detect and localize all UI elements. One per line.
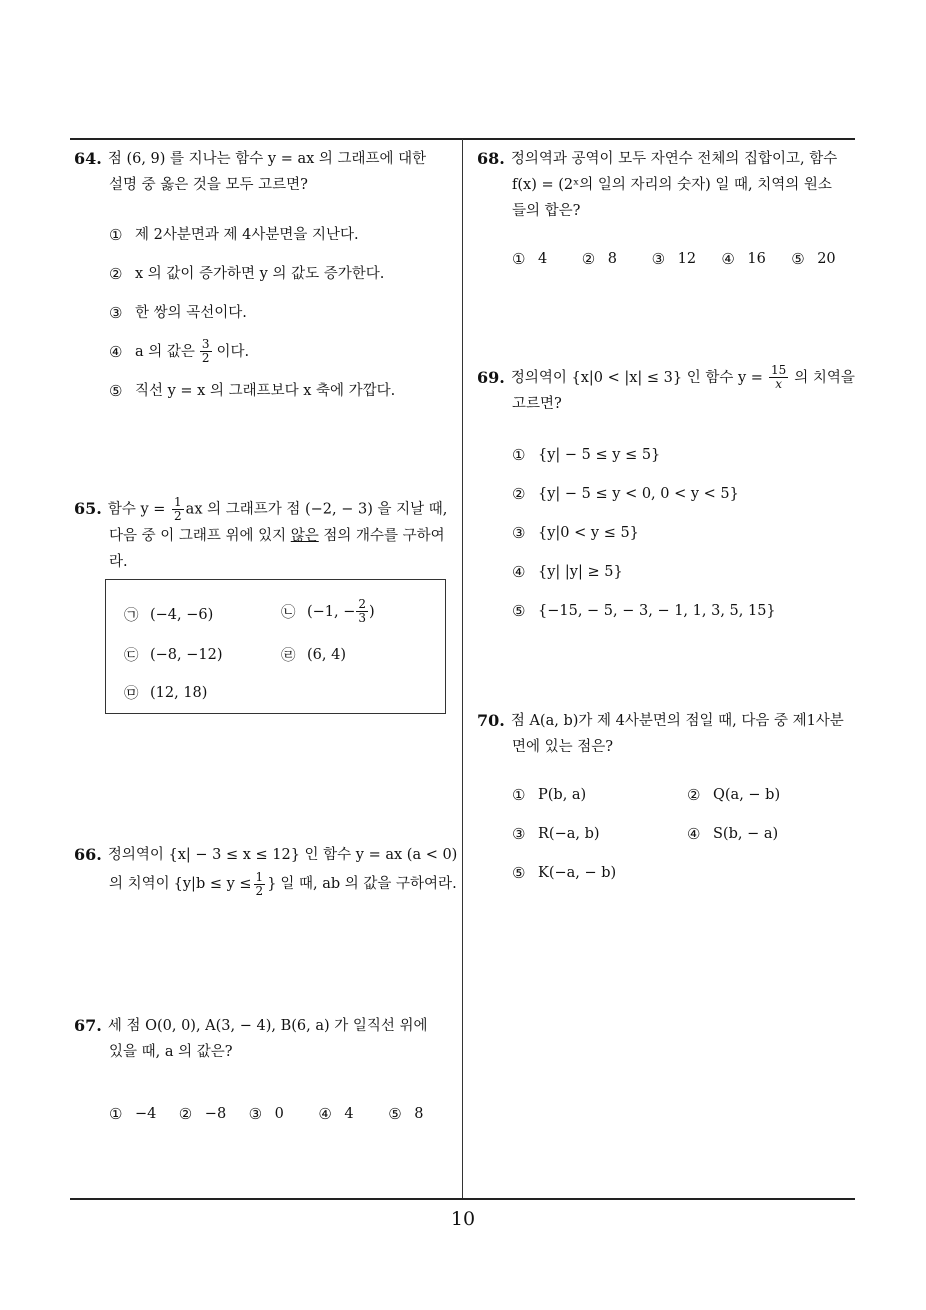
- fraction: [200, 338, 212, 365]
- choice-marker: ⑤: [512, 601, 526, 620]
- question-text-line: [74, 868, 458, 900]
- choice-text: 제 2사분면과 제 4사분면을 지난다.: [135, 226, 359, 243]
- choice-1[interactable]: [512, 435, 861, 474]
- choice-1[interactable]: [512, 782, 687, 808]
- choice-text: x 의 값이 증가하면 y 의 값도 증가한다.: [135, 265, 385, 282]
- item-marker: ㉠: [124, 608, 139, 624]
- point-item-4: [281, 644, 346, 665]
- question-text-line: 정의역과 공역이 모두 자연수 전체의 집합이고, 함수: [510, 151, 838, 167]
- question-66: [74, 842, 458, 900]
- bottom-rule: [70, 1198, 855, 1200]
- choice-text: 16: [747, 251, 766, 267]
- fraction: [172, 496, 184, 523]
- choice-1[interactable]: [109, 1101, 179, 1127]
- range-set: [174, 871, 277, 898]
- choice-2[interactable]: [109, 254, 458, 293]
- question-69: [477, 364, 861, 630]
- choice-marker: ②: [512, 484, 526, 503]
- question-text: 의 치역이: [109, 876, 170, 892]
- fraction-denominator: 2: [255, 883, 264, 898]
- question-65: [74, 496, 458, 575]
- question-text-line: [74, 523, 458, 549]
- item-marker: ㉢: [124, 648, 139, 664]
- choice-2[interactable]: [687, 782, 862, 808]
- point-text: (−1, −: [307, 603, 356, 620]
- choice-text: −4: [135, 1106, 157, 1122]
- item-marker: ㉤: [124, 686, 139, 702]
- choice-text: 20: [817, 251, 836, 267]
- choice-text: 8: [414, 1106, 424, 1122]
- item-marker: ㉡: [281, 605, 296, 621]
- fraction-numerator: 15: [770, 363, 787, 377]
- choice-marker: ④: [109, 342, 123, 361]
- choice-text: 4: [344, 1106, 354, 1122]
- question-number: 64.: [74, 149, 102, 168]
- choice-4[interactable]: [318, 1101, 388, 1127]
- question-text-line: 들의 합은?: [512, 203, 581, 219]
- question-number: 68.: [477, 149, 505, 168]
- question-text-line: 설명 중 옳은 것을 모두 고르면?: [109, 177, 308, 193]
- fraction-numerator: 1: [255, 869, 264, 884]
- point-list-box: [105, 579, 446, 714]
- choice-marker: ④: [512, 562, 526, 581]
- question-number: 70.: [477, 711, 505, 730]
- fraction-denominator: 2: [174, 509, 182, 523]
- choice-marker: ③: [512, 523, 526, 542]
- page-number: 10: [450, 1208, 476, 1230]
- choice-marker: ⑤: [388, 1105, 402, 1123]
- choice-text: 4: [538, 251, 548, 267]
- choice-3[interactable]: [512, 513, 861, 552]
- question-70: [477, 708, 861, 886]
- choice-marker: ②: [178, 1105, 193, 1123]
- choice-text: 직선 y = x 의 그래프보다 x 축에 가깝다.: [135, 382, 396, 399]
- question-text-line: 점 (6, 9) 를 지나는 함수 y = ax 의 그래프에 대한: [107, 151, 427, 167]
- choice-text: {−15, − 5, − 3, − 1, 1, 3, 5, 15}: [538, 602, 776, 619]
- choice-3[interactable]: [249, 1101, 319, 1127]
- choice-marker: ①: [512, 786, 526, 804]
- point-text: (−4, −6): [150, 606, 214, 623]
- question-text-line: 고르면?: [512, 396, 562, 412]
- point-item-3: [124, 644, 223, 665]
- question-number: 65.: [74, 499, 102, 518]
- choice-text: 12: [677, 251, 697, 267]
- question-number: 67.: [74, 1016, 102, 1035]
- question-text-line: 있을 때, a 의 값은?: [109, 1044, 233, 1060]
- choice-4[interactable]: [109, 332, 458, 371]
- choice-marker: ③: [651, 250, 666, 268]
- choice-text: R(−a, b): [538, 826, 600, 842]
- choice-2[interactable]: [179, 1101, 249, 1127]
- choice-5[interactable]: [388, 1101, 458, 1127]
- point-text: (−8, −12): [150, 646, 223, 663]
- question-text-line: 점 A(a, b)가 제 4사분면의 점일 때, 다음 중 제1사분: [510, 713, 844, 729]
- choice-3[interactable]: [512, 821, 687, 847]
- point-item-1: [124, 604, 213, 625]
- question-67: [74, 1013, 458, 1127]
- set-text: {y|b ≤ y ≤: [173, 876, 252, 892]
- choice-text: {y| |y| ≥ 5}: [538, 563, 623, 580]
- question-text-line: [511, 364, 861, 391]
- question-text-line: 세 점 O(0, 0), A(3, − 4), B(6, a) 가 일직선 위에: [107, 1018, 428, 1034]
- choice-2[interactable]: [512, 474, 861, 513]
- choice-text: {y| − 5 ≤ y < 0, 0 < y < 5}: [538, 485, 739, 502]
- choice-marker: ①: [109, 1105, 123, 1123]
- choice-text: 한 쌍의 곡선이다.: [135, 304, 247, 321]
- column-divider: [462, 139, 463, 1199]
- choice-marker: ③: [512, 825, 526, 843]
- question-text: 정의역이 {x|0 < |x| ≤ 3} 인 함수 y =: [510, 369, 763, 386]
- choice-marker: ⑤: [109, 381, 123, 400]
- choice-marker: ④: [318, 1105, 332, 1123]
- choice-1[interactable]: [109, 215, 458, 254]
- choice-text: −8: [204, 1106, 227, 1122]
- question-text: 점의 개수를 구하여: [323, 528, 445, 544]
- choice-text: Q(a, − b): [713, 787, 781, 803]
- choice-marker: ⑤: [791, 250, 805, 268]
- choice-marker: ⑤: [512, 864, 526, 882]
- choice-marker: ③: [248, 1105, 263, 1123]
- choice-3[interactable]: [652, 246, 722, 272]
- question-64: [74, 146, 458, 410]
- choice-text: {y|0 < y ≤ 5}: [538, 524, 639, 541]
- choice-4[interactable]: [512, 552, 861, 591]
- question-text: 함수 y =: [107, 501, 166, 518]
- question-text-line: 라.: [109, 554, 128, 570]
- underlined-word: 않은: [290, 528, 319, 544]
- set-text: }: [267, 876, 277, 892]
- question-text-line: f(x) = (2ˣ의 일의 자리의 숫자) 일 때, 치역의 원소: [512, 177, 832, 193]
- choice-text: S(b, − a): [713, 826, 779, 842]
- point-item-5: [124, 682, 207, 703]
- choice-marker: ①: [512, 445, 526, 464]
- question-68: [477, 146, 861, 272]
- fraction-denominator: 2: [201, 351, 210, 365]
- choice-marker: ②: [687, 786, 701, 804]
- fraction-denominator: 3: [358, 611, 367, 625]
- choice-marker: ②: [581, 250, 596, 268]
- question-text-line: [108, 496, 458, 523]
- choice-5[interactable]: [109, 371, 458, 410]
- choice-marker: ①: [109, 225, 123, 244]
- fraction: [769, 364, 788, 391]
- question-number: 69.: [477, 367, 505, 387]
- item-marker: ㉣: [281, 648, 296, 664]
- choice-text: P(b, a): [538, 787, 587, 803]
- choice-text: 0: [274, 1106, 284, 1122]
- question-text-line: 면에 있는 점은?: [512, 739, 614, 755]
- choice-text: 8: [607, 251, 618, 267]
- choice-5[interactable]: [791, 246, 861, 272]
- choice-2[interactable]: [582, 246, 652, 272]
- question-text-line: 정의역이 {x| − 3 ≤ x ≤ 12} 인 함수 y = ax (a < 0): [107, 847, 458, 863]
- choice-1[interactable]: [512, 246, 582, 272]
- point-text: (6, 4): [307, 646, 346, 663]
- fraction-numerator: 2: [358, 597, 367, 611]
- question-text: 일 때, ab 의 값을 구하여라.: [280, 876, 457, 892]
- choice-text: {y| − 5 ≤ y ≤ 5}: [538, 446, 661, 463]
- question-text: 의 치역을: [794, 369, 855, 386]
- fraction-denominator: x: [775, 377, 782, 391]
- choice-marker: ④: [687, 825, 701, 843]
- fraction: [254, 871, 266, 898]
- choice-4[interactable]: [687, 821, 862, 847]
- choice-marker: ④: [721, 250, 735, 268]
- fraction-numerator: 1: [174, 495, 182, 509]
- point-item-2: [281, 598, 375, 625]
- choice-text: 이다.: [216, 343, 250, 360]
- choice-4[interactable]: [721, 246, 791, 272]
- choice-3[interactable]: [109, 293, 458, 332]
- choice-marker: ②: [109, 264, 123, 283]
- choice-marker: ③: [109, 303, 123, 322]
- point-text: ): [369, 603, 375, 620]
- choice-5[interactable]: [512, 591, 861, 630]
- point-text: (12, 18): [150, 684, 208, 701]
- fraction: [356, 598, 368, 625]
- fraction-numerator: 3: [201, 337, 210, 351]
- choice-text: a 의 값은: [135, 343, 195, 360]
- question-number: 66.: [74, 845, 102, 864]
- choice-marker: ①: [512, 250, 526, 268]
- choice-5[interactable]: [512, 860, 687, 886]
- choice-text: K(−a, − b): [538, 865, 617, 881]
- question-text: ax 의 그래프가 점 (−2, − 3) 을 지날 때,: [185, 501, 448, 518]
- question-text: 다음 중 이 그래프 위에 있지: [109, 528, 287, 544]
